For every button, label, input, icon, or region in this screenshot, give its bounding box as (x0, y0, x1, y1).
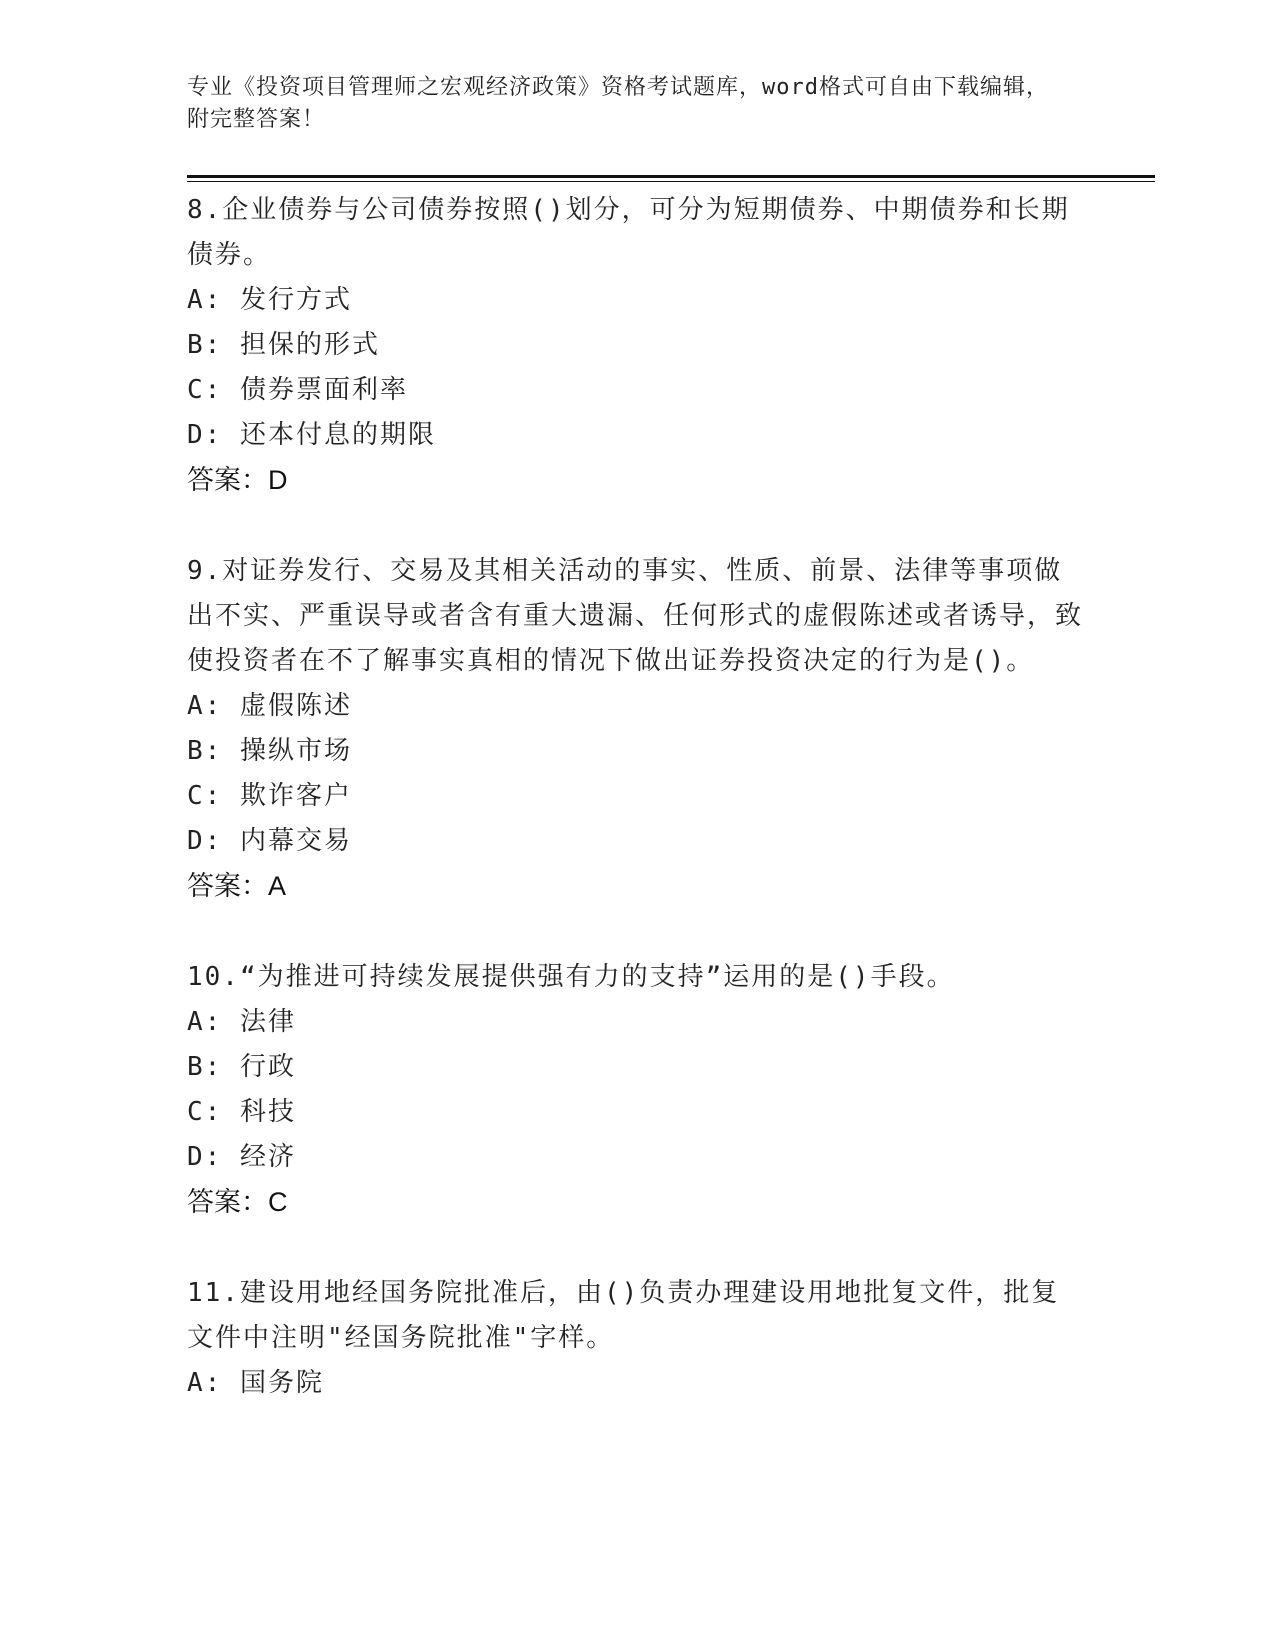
option-a: A: 法律 (187, 1007, 296, 1037)
answer-line: 答案：D (187, 465, 288, 495)
header-divider-thin (187, 181, 1155, 182)
option-b: B: 操纵市场 (187, 736, 352, 766)
question-10 (187, 955, 1087, 1225)
question-9 (187, 549, 1087, 909)
answer-line: 答案：C (187, 1187, 288, 1217)
option-c: C: 债券票面利率 (187, 375, 408, 405)
option-d: D: 内幕交易 (187, 826, 352, 856)
question-stem: 11.建设用地经国务院批准后，由()负责办理建设用地批复文件，批复文件中注明"经国务院批准"字样。 (187, 1278, 1060, 1353)
question-stem: 9.对证券发行、交易及其相关活动的事实、性质、前景、法律等事项做出不实、严重误导或者含有重大遗漏、任何形式的虚假陈述或者诱导，致使投资者在不了解事实真相的情况下做出证券投资决定的行为是()。 (187, 556, 1084, 676)
question-8 (187, 188, 1087, 503)
question-stem: 10.“为推进可持续发展提供强有力的支持”运用的是()手段。 (187, 962, 955, 992)
option-d: D: 还本付息的期限 (187, 420, 436, 450)
option-a: A: 国务院 (187, 1368, 324, 1398)
option-a: A: 发行方式 (187, 285, 352, 315)
option-c: C: 科技 (187, 1097, 296, 1127)
document-header: 专业《投资项目管理师之宏观经济政策》资格考试题库，word格式可自由下载编辑，附完整答案！ (187, 75, 1049, 132)
question-11 (187, 1271, 1087, 1406)
question-list (187, 188, 1087, 1406)
option-c: C: 欺诈客户 (187, 781, 352, 811)
option-b: B: 行政 (187, 1052, 296, 1082)
question-stem: 8.企业债券与公司债券按照()划分，可分为短期债券、中期债券和长期债券。 (187, 195, 1070, 270)
option-b: B: 担保的形式 (187, 330, 380, 360)
option-d: D: 经济 (187, 1142, 296, 1172)
header-divider-thick (187, 175, 1155, 178)
option-a: A: 虚假陈述 (187, 691, 352, 721)
answer-line: 答案：A (187, 871, 287, 901)
